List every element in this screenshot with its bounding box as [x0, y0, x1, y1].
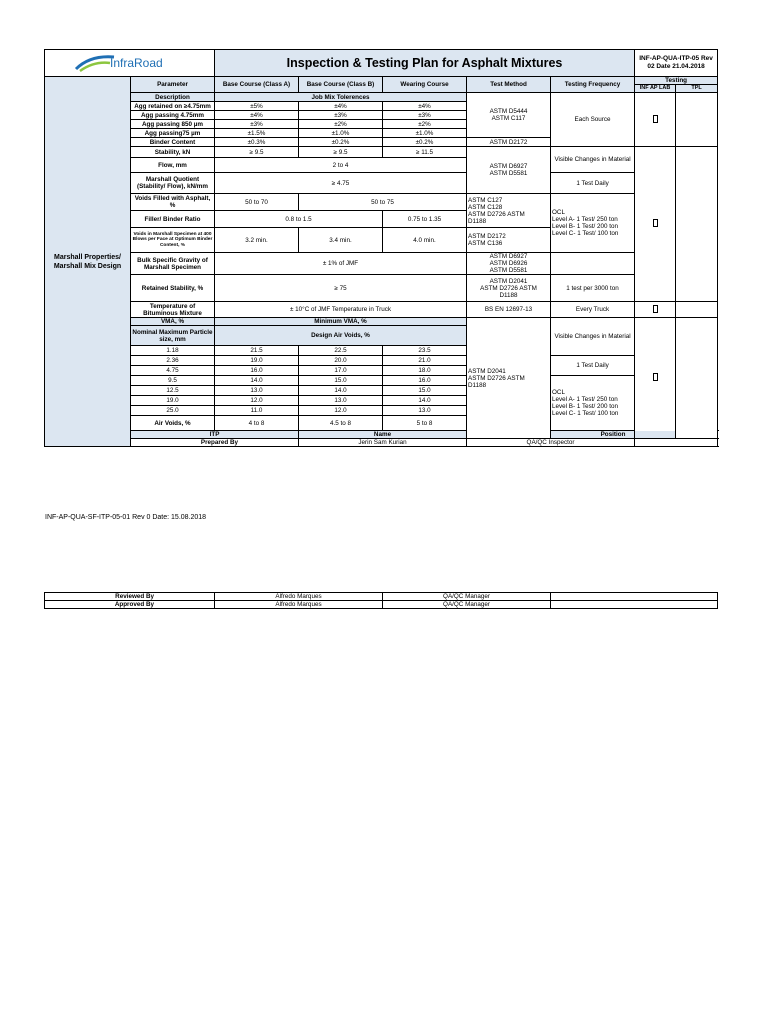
voids400-c: 4.0 min.: [383, 228, 467, 253]
vma-a: 19.0: [215, 356, 299, 366]
voids400-b: 3.4 min.: [299, 228, 383, 253]
voids400-a: 3.2 min.: [215, 228, 299, 253]
logo: [45, 50, 215, 77]
col-lab: INF AP LAB: [635, 85, 676, 93]
vfa-label: Voids Filled with Asphalt, %: [131, 194, 215, 211]
infraroad-logo-icon: [70, 51, 190, 73]
vma-a: 12.0: [215, 396, 299, 406]
method-filler: ASTM D2172 ASTM C136: [467, 228, 551, 253]
air-voids-label: Air Voids, %: [131, 416, 215, 431]
col-wearing: Wearing Course: [383, 77, 467, 93]
vma-c: 13.0: [383, 406, 467, 416]
reviewed-name: Alfredo Marques: [215, 593, 383, 601]
flow-value: 2 to 4: [215, 158, 467, 173]
vma-c: 15.0: [383, 386, 467, 396]
method-bsg: ASTM D6927 ASTM D6926 ASTM D5581: [467, 253, 551, 275]
jmf-b: ±4%: [299, 102, 383, 111]
vma-a: 14.0: [215, 376, 299, 386]
vma-b: 14.0: [299, 386, 383, 396]
col-test-method: Test Method: [467, 77, 551, 93]
approved-pos: QA/QC Manager: [383, 601, 551, 609]
retained-label: Retained Stability, %: [131, 275, 215, 302]
vma-freq-daily: 1 Test Daily: [551, 356, 635, 376]
air-heading: Design Air Voids, %: [215, 326, 467, 346]
voids400-label: Voids in Marshall Specimen at 400 Blows per Face at Optimum Binder Content, %: [131, 228, 215, 253]
jmf-a: ±1.5%: [215, 129, 299, 138]
jmf-lab-check: [635, 93, 676, 147]
filler-label: Filler/ Binder Ratio: [131, 211, 215, 228]
vma-heading: Minimum VMA, %: [215, 318, 467, 326]
vma-b: 12.0: [299, 406, 383, 416]
vma-freq-visible: Visible Changes in Material: [551, 318, 635, 356]
jmf-c: ±4%: [383, 102, 467, 111]
vma-size: 25.0: [131, 406, 215, 416]
jmf-description: Description: [131, 93, 215, 102]
vma-a: 13.0: [215, 386, 299, 396]
air-voids-b: 4.5 to 8: [299, 416, 383, 431]
itp-table: [44, 49, 718, 447]
review-table: [44, 592, 718, 609]
vma-size: 9.5: [131, 376, 215, 386]
checkbox-icon: [653, 219, 658, 227]
col-parameter: Parameter: [131, 77, 215, 93]
method-retained: ASTM D2041 ASTM D2726 ASTM D1188: [467, 275, 551, 302]
col-testing: Testing: [635, 77, 718, 85]
retained-value: ≥ 75: [215, 275, 467, 302]
page-title: Inspection & Testing Plan for Asphalt Mixtures: [215, 50, 635, 77]
method-stability: ASTM D6927 ASTM D5581: [467, 147, 551, 194]
jmf-tpl-cell: [676, 93, 718, 147]
reviewed-pos: QA/QC Manager: [383, 593, 551, 601]
vma-b: 20.0: [299, 356, 383, 366]
col-base-a: Base Course (Class A): [215, 77, 299, 93]
freq-ocl: OCL Level A- 1 Test/ 250 ton Level B- 1 Test/ 200 ton Level C- 1 Test/ 100 ton: [551, 194, 635, 253]
jmf-desc: Agg passing75 µm: [131, 129, 215, 138]
jmf-frequency: Each Source: [551, 93, 635, 147]
jmf-c: ±0.2%: [383, 138, 467, 147]
vma-freq-ocl: OCL Level A- 1 Test/ 250 ton Level B- 1 Test/ 200 ton Level C- 1 Test/ 100 ton: [551, 376, 635, 431]
jmf-desc: Agg retained on ≥4.75mm: [131, 102, 215, 111]
stability-c: ≥ 11.5: [383, 147, 467, 158]
vma-tpl-cell: [676, 318, 718, 439]
jmf-c: ±1.0%: [383, 129, 467, 138]
prepared-pos: QA/QC Inspector: [467, 439, 635, 447]
bsg-value: ± 1% of JMF: [215, 253, 467, 275]
jmf-c: ±3%: [383, 111, 467, 120]
method-vfa: ASTM C127 ASTM C128 ASTM D2726 ASTM D1188: [467, 194, 551, 228]
col-tpl: TPL: [676, 85, 718, 93]
prepared-by: Prepared By: [131, 439, 299, 447]
doc-ref: INF-AP-QUA-ITP-05 Rev 02 Date 21.04.2018: [635, 50, 718, 77]
vfa-bc: 50 to 75: [299, 194, 467, 211]
jmf-desc: Agg passing 850 µm: [131, 120, 215, 129]
approved-by: Approved By: [45, 601, 215, 609]
side-label: Marshall Properties/ Marshall Mix Design: [45, 77, 131, 447]
marshall-lab-check: [635, 147, 676, 302]
jmf-b: ±2%: [299, 120, 383, 129]
vma-a: 21.5: [215, 346, 299, 356]
signoff-name: Name: [299, 431, 467, 439]
approved-date: [551, 601, 718, 609]
vma-c: 14.0: [383, 396, 467, 406]
vma-b: 13.0: [299, 396, 383, 406]
vma-size: 4.75: [131, 366, 215, 376]
jmf-b: ±3%: [299, 111, 383, 120]
vma-b: 22.5: [299, 346, 383, 356]
prepared-date: [635, 439, 718, 447]
col-base-b: Base Course (Class B): [299, 77, 383, 93]
vma-a: 16.0: [215, 366, 299, 376]
vma-size: 1.18: [131, 346, 215, 356]
logo-text: InfraRoad: [109, 56, 163, 70]
vma-size: 12.5: [131, 386, 215, 396]
jmf-heading: Job Mix Tolerences: [215, 93, 467, 102]
reviewed-date: [551, 593, 718, 601]
jmf-a: ±3%: [215, 120, 299, 129]
vma-method: ASTM D2041 ASTM D2726 ASTM D1188: [467, 318, 551, 439]
checkbox-icon: [653, 115, 658, 123]
freq-daily: 1 Test Daily: [551, 173, 635, 194]
vma-c: 23.5: [383, 346, 467, 356]
jmf-c: ±2%: [383, 120, 467, 129]
checkbox-icon: [653, 305, 658, 313]
vma-a: 11.0: [215, 406, 299, 416]
jmf-a: ±0.3%: [215, 138, 299, 147]
vma-c: 18.0: [383, 366, 467, 376]
temp-lab-check: [635, 302, 676, 318]
jmf-a: ±4%: [215, 111, 299, 120]
jmf-a: ±5%: [215, 102, 299, 111]
vfa-a: 50 to 70: [215, 194, 299, 211]
vma-b: 17.0: [299, 366, 383, 376]
temp-label: Temperature of Bituminous Mixture: [131, 302, 215, 318]
temp-tpl-cell: [676, 302, 718, 318]
freq-visible: Visible Changes in Material: [551, 147, 635, 173]
prepared-name: Jerin Sam Kurian: [299, 439, 467, 447]
col-frequency: Testing Frequency: [551, 77, 635, 93]
vma-size: 2.36: [131, 356, 215, 366]
temp-frequency: Every Truck: [551, 302, 635, 318]
stability-label: Stability, kN: [131, 147, 215, 158]
vma-label: VMA, %: [131, 318, 215, 326]
checkbox-icon: [653, 373, 658, 381]
filler-c: 0.75 to 1.35: [383, 211, 467, 228]
nmps-label: Nominal Maximum Particle size, mm: [131, 326, 215, 346]
vma-c: 16.0: [383, 376, 467, 386]
jmf-method-2: ASTM D2172: [467, 138, 551, 147]
quotient-value: ≥ 4.75: [215, 173, 467, 194]
temp-value: ± 10°C of JMF Temperature in Truck: [215, 302, 467, 318]
stability-a: ≥ 9.5: [215, 147, 299, 158]
air-voids-c: 5 to 8: [383, 416, 467, 431]
vma-lab-check: [635, 318, 676, 439]
jmf-method-1: ASTM D5444 ASTM C117: [467, 93, 551, 138]
bsg-label: Bulk Specific Gravity of Marshall Specimen: [131, 253, 215, 275]
jmf-desc: Agg passing 4.75mm: [131, 111, 215, 120]
marshall-tpl-cell: [676, 147, 718, 302]
freq-bsg-empty: [551, 253, 635, 275]
filler-ab: 0.8 to 1.5: [215, 211, 383, 228]
jmf-b: ±0.2%: [299, 138, 383, 147]
stability-b: ≥ 9.5: [299, 147, 383, 158]
reviewed-by: Reviewed By: [45, 593, 215, 601]
vma-b: 15.0: [299, 376, 383, 386]
signoff-position: Position: [551, 431, 676, 439]
freq-retained: 1 test per 3000 ton: [551, 275, 635, 302]
quotient-label: Marshall Quotient (Stability/ Flow), kN/mm: [131, 173, 215, 194]
flow-label: Flow, mm: [131, 158, 215, 173]
signoff-itp: ITP: [131, 431, 299, 439]
vma-c: 21.0: [383, 356, 467, 366]
jmf-b: ±1.0%: [299, 129, 383, 138]
doc-code: INF-AP-QUA-SF-ITP-05-01 Rev 0 Date: 15.08.2018: [45, 514, 207, 521]
air-voids-a: 4 to 8: [215, 416, 299, 431]
jmf-desc: Binder Content: [131, 138, 215, 147]
vma-size: 19.0: [131, 396, 215, 406]
approved-name: Alfredo Marques: [215, 601, 383, 609]
temp-method: BS EN 12697-13: [467, 302, 551, 318]
